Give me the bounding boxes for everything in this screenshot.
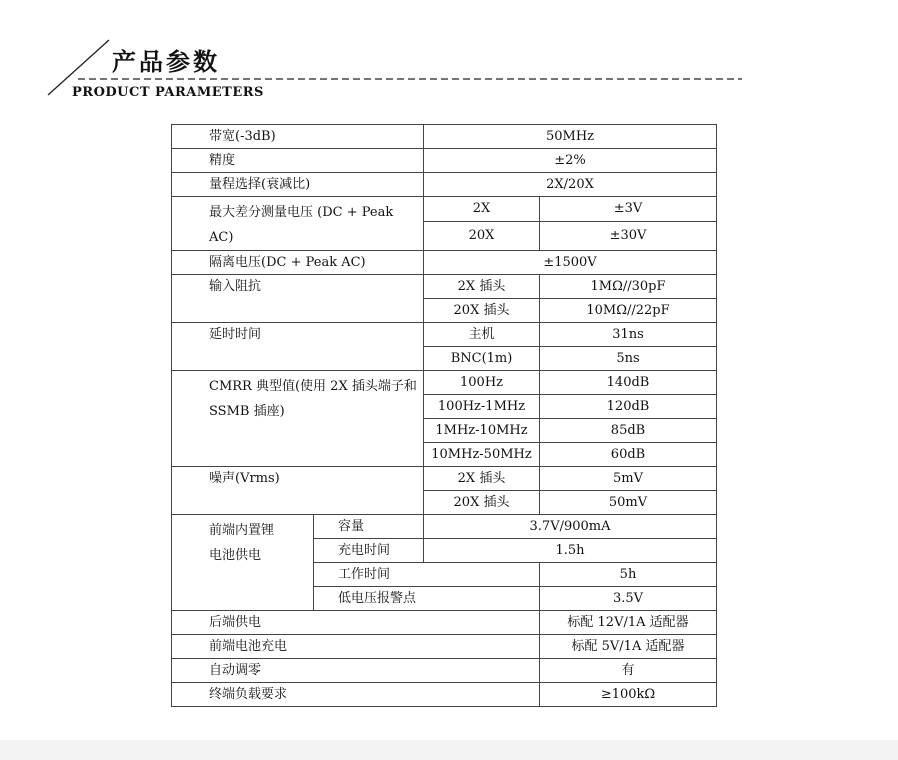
parameters-table	[171, 124, 717, 707]
row-subkey: 20X	[424, 221, 540, 250]
row-label: CMRR 典型值(使用 2X 插头端子和 SSMB 插座)	[172, 371, 424, 467]
row-value: 140dB	[540, 371, 717, 395]
row-value: ≥100kΩ	[540, 683, 717, 707]
row-value: 3.5V	[540, 587, 717, 611]
row-subkey: 工作时间	[314, 563, 540, 587]
table-row	[172, 173, 717, 197]
row-subkey: 20X 插头	[424, 491, 540, 515]
page-subtitle: PRODUCT PARAMETERS	[72, 85, 264, 100]
row-label: 带宽(-3dB)	[172, 125, 424, 149]
row-value: 标配 12V/1A 适配器	[540, 611, 717, 635]
row-value: 1.5h	[424, 539, 717, 563]
row-label: 噪声(Vrms)	[172, 467, 424, 515]
row-value: 3.7V/900mA	[424, 515, 717, 539]
row-label: 输入阻抗	[172, 275, 424, 323]
table-row	[172, 275, 717, 299]
row-subkey: 100Hz	[424, 371, 540, 395]
row-value: 有	[540, 659, 717, 683]
row-subkey: 100Hz-1MHz	[424, 395, 540, 419]
row-value: 85dB	[540, 419, 717, 443]
row-value: 2X/20X	[424, 173, 717, 197]
table-row	[172, 197, 717, 222]
row-subkey: 10MHz-50MHz	[424, 443, 540, 467]
row-label: 前端内置锂电池供电	[172, 515, 314, 611]
row-value: 50MHz	[424, 125, 717, 149]
row-value: 5mV	[540, 467, 717, 491]
row-label: 自动调零	[172, 659, 540, 683]
row-label: 量程选择(衰减比)	[172, 173, 424, 197]
row-label: 隔离电压(DC + Peak AC)	[172, 251, 424, 275]
table-row	[172, 371, 717, 395]
table-row	[172, 149, 717, 173]
row-subkey: 1MHz-10MHz	[424, 419, 540, 443]
row-subkey: 充电时间	[314, 539, 424, 563]
row-value: 标配 5V/1A 适配器	[540, 635, 717, 659]
row-value: 10MΩ//22pF	[540, 299, 717, 323]
row-subkey: 2X 插头	[424, 275, 540, 299]
table-row	[172, 323, 717, 347]
row-subkey: 20X 插头	[424, 299, 540, 323]
page-title: 产品参数	[112, 47, 220, 76]
table-row	[172, 635, 717, 659]
table-row	[172, 611, 717, 635]
row-value: ±3V	[540, 197, 717, 222]
row-value: 60dB	[540, 443, 717, 467]
row-subkey: 低电压报警点	[314, 587, 540, 611]
row-value: 5ns	[540, 347, 717, 371]
row-subkey: 2X 插头	[424, 467, 540, 491]
page-bottom-band	[0, 740, 898, 760]
row-label: 延时时间	[172, 323, 424, 371]
row-label: 后端供电	[172, 611, 540, 635]
table-row	[172, 515, 717, 539]
table-row	[172, 683, 717, 707]
row-value: 5h	[540, 563, 717, 587]
table-row	[172, 125, 717, 149]
row-value: ±30V	[540, 221, 717, 250]
section-header	[0, 0, 898, 110]
row-subkey: 主机	[424, 323, 540, 347]
row-value: 50mV	[540, 491, 717, 515]
row-value: 1MΩ//30pF	[540, 275, 717, 299]
row-value: 31ns	[540, 323, 717, 347]
row-label: 终端负载要求	[172, 683, 540, 707]
row-value: ±1500V	[424, 251, 717, 275]
row-subkey: 容量	[314, 515, 424, 539]
table-row	[172, 659, 717, 683]
row-subkey: BNC(1m)	[424, 347, 540, 371]
row-value: 120dB	[540, 395, 717, 419]
table-row	[172, 251, 717, 275]
row-label: 最大差分测量电压 (DC + Peak AC)	[172, 197, 424, 251]
row-value: ±2%	[424, 149, 717, 173]
table-row	[172, 467, 717, 491]
row-subkey: 2X	[424, 197, 540, 222]
row-label: 精度	[172, 149, 424, 173]
row-label: 前端电池充电	[172, 635, 540, 659]
